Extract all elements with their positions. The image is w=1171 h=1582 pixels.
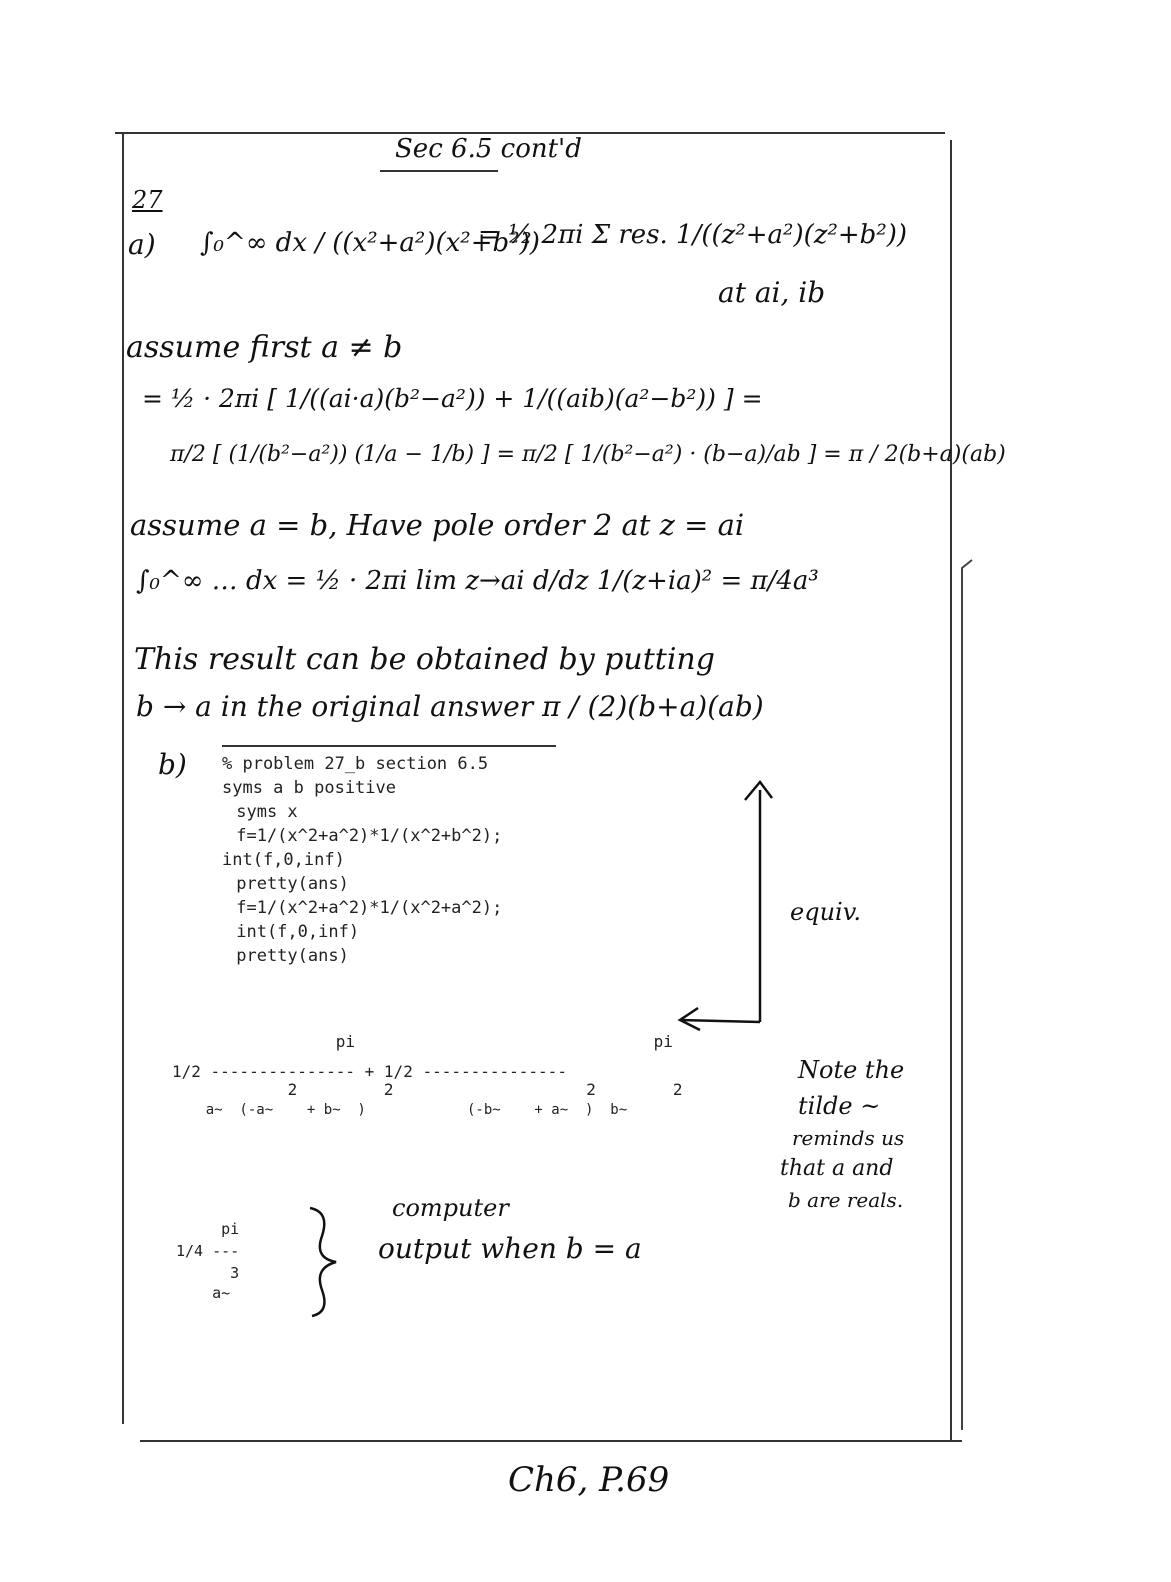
output-line: pi [176,1220,240,1238]
brace-note-line1: computer [392,1194,509,1222]
output-line: 2 2 2 2 [172,1080,683,1099]
code-line: pretty(ans) [226,874,349,894]
poles-text: at ai, ib [718,276,826,309]
case1-line1: = ½ · 2πi [ 1/((ai·a)(b²−a²)) + 1/((aib)(a²−b²)) ] = [142,384,763,413]
tilde-note-line: tilde ~ [798,1092,881,1120]
output-line: 1/4 --- [176,1242,240,1260]
part-b-label: b) [158,748,187,781]
code-line: int(f,0,inf) [222,850,345,870]
output-line: a~ (-a~ + b~ ) (-b~ + a~ ) b~ [172,1102,628,1118]
integral-rhs: = ½ 2πi Σ res. 1/((z²+a²)(z²+b²)) [478,220,908,250]
code-line: syms a b positive [222,778,396,798]
integral-lhs: ∫₀^∞ dx / ((x²+a²)(x²+b²)) [200,228,540,258]
code-line: syms x [226,802,298,822]
code-line: pretty(ans) [226,946,349,966]
tilde-note-line: b are reals. [788,1188,904,1212]
tilde-note-line: reminds us [792,1126,905,1150]
brace-note-line2: output when b = a [378,1232,642,1265]
page-footer: Ch6, P.69 [508,1460,670,1500]
problem-number: 27 [132,186,163,214]
part-a-label: a) [128,228,156,261]
code-line: f=1/(x^2+a^2)*1/(x^2+a^2); [226,898,503,918]
note-line1: This result can be obtained by putting [134,642,715,677]
case2-line: ∫₀^∞ … dx = ½ · 2πi lim z→ai d/dz 1/(z+ia)² = π/4a³ [136,566,819,596]
output-line: a~ [176,1284,231,1302]
output-line: pi pi [172,1032,673,1051]
code-line: f=1/(x^2+a^2)*1/(x^2+b^2); [226,826,503,846]
tilde-note-line: that a and [780,1156,894,1181]
page-heading: Sec 6.5 cont'd [395,134,582,164]
equiv-label: equiv. [790,898,862,926]
code-line: int(f,0,inf) [226,922,360,942]
case2-label: assume a = b, Have pole order 2 at z = ai [130,508,745,542]
output-line: 1/2 --------------- + 1/2 --------------- [172,1062,567,1081]
code-line: % problem 27_b section 6.5 [222,754,489,774]
tilde-note-line: Note the [798,1056,905,1084]
case1-label: assume first a ≠ b [126,330,403,365]
output-line: 3 [176,1264,240,1282]
note-line2: b → a in the original answer π / (2)(b+a)(ab) [136,690,764,723]
case1-line2: π/2 [ (1/(b²−a²)) (1/a − 1/b) ] = π/2 [ 1/(b²−a²) · (b−a)/ab ] = π / 2(b+a)(ab) [170,442,1006,467]
